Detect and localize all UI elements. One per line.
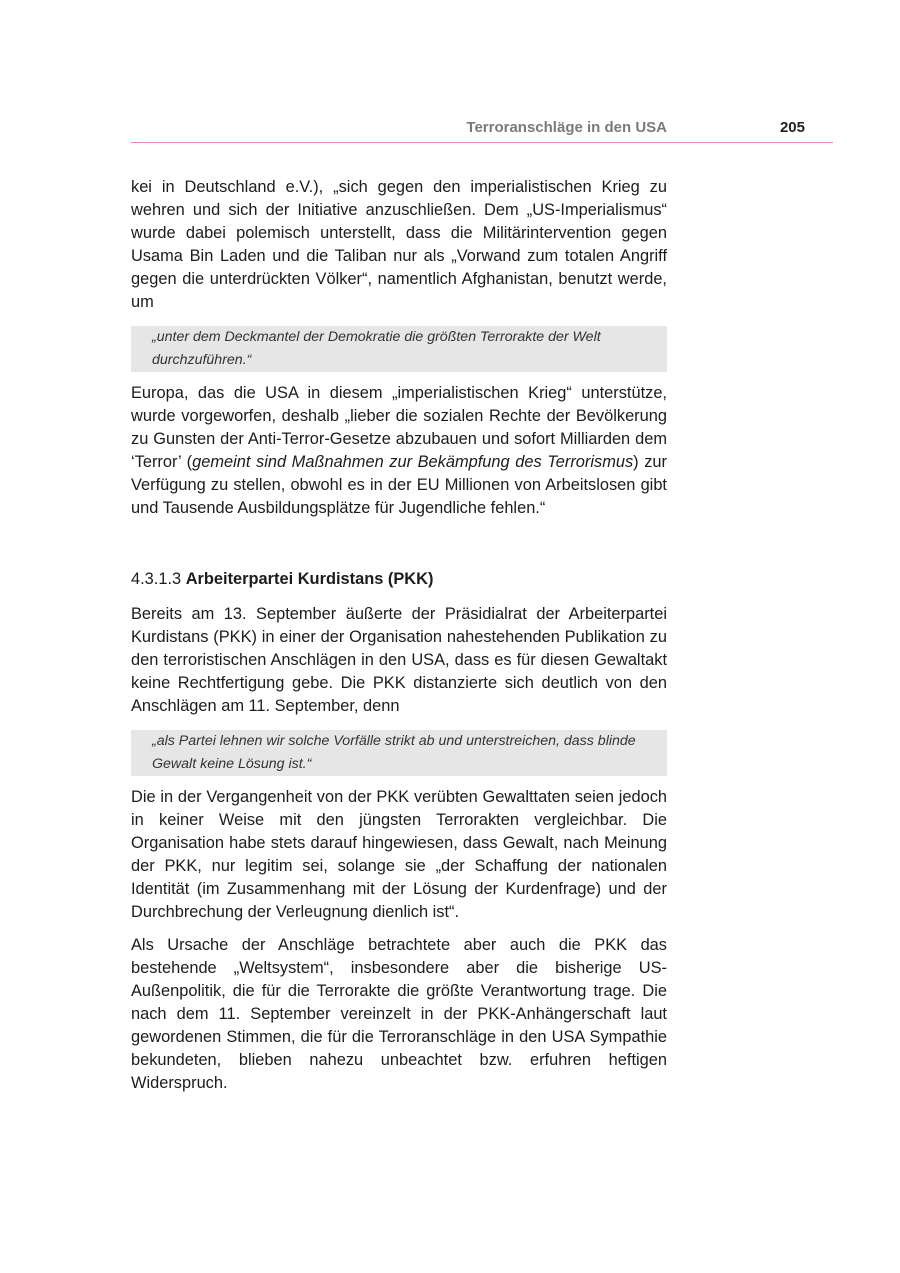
paragraph-3: Bereits am 13. September äußerte der Präsidialrat der Arbeiterpartei Kurdistans (PKK) in einer der Organisation nahestehenden Publikation zu den terroristischen Anschlägen in den USA, dass es für diesen Gewaltakt keine Rechtfertigung gebe. Die PKK distanzierte sich deutlich von den Anschlägen am 11. September, denn <box>131 605 667 715</box>
section-heading <box>131 568 667 591</box>
main-text <box>131 176 667 1095</box>
paragraph-5: Als Ursache der Anschläge betrachtete aber auch die PKK das bestehende „Weltsystem“, insbesondere aber die bisherige US-Außenpolitik, die für die Terrorakte die größte Verantwortung trage. Die nach dem 11. September vereinzelt in der PKK-Anhängerschaft laut gewordenen Stimmen, die für die Terroranschläge in den USA Sympathie bekundeten, blieben nahezu unbeachtet bzw. erfuhren heftigen Widerspruch. <box>131 936 667 1092</box>
block-quote-1: „unter dem Deckmantel der Demokratie die größten Terrorakte der Welt durchzuführen.“ <box>131 326 667 372</box>
paragraph-4: Die in der Vergangenheit von der PKK verübten Gewalttaten seien jedoch in keiner Weise mit den jüngsten Terrorakten vergleichbar. Die Organisation habe stets darauf hingewiesen, dass Gewalt, nach Meinung der PKK, nur legitim sei, solange sie „der Schaffung der nationalen Identität (im Zusammenhang mit der Lösung der Kurdenfrage) und der Durchbrechung der Verleugnung dienlich ist“. <box>131 788 667 921</box>
running-title: Terroranschläge in den USA <box>466 119 667 136</box>
paragraph-2-part-a: Europa, das die USA in diesem „imperialistischen Krieg“ unterstütze, wurde vorgeworfen, deshalb „lieber die sozialen Rechte der Bevölkerung zu Gunsten der Anti-Terror-Gesetze abzubauen und sofort Milliarden dem ‘Terror’ ( <box>131 384 667 471</box>
section-title: Arbeiterpartei Kurdistans (PKK) <box>185 570 434 588</box>
page-header <box>131 116 833 143</box>
paragraph-2 <box>131 382 667 520</box>
block-quote-2: „als Partei lehnen wir solche Vorfälle strikt ab und unterstreichen, dass blinde Gewalt keine Lösung ist.“ <box>131 730 667 776</box>
section-number: 4.3.1.3 <box>131 570 182 588</box>
paragraph-1: kei in Deutschland e.V.), „sich gegen den imperialistischen Krieg zu wehren und sich der Initiative anzuschließen. Dem „US-Imperialismus“ wurde dabei polemisch unterstellt, dass die Militärintervention gegen Usama Bin Laden und die Taliban nur als „Vorwand zum totalen Angriff gegen die unterdrückten Völker“, namentlich Afghanistan, benutzt werde, um <box>131 178 667 311</box>
paragraph-2-italic: gemeint sind Maßnahmen zur Bekämpfung des Terrorismus <box>192 453 634 471</box>
paragraph-2-part-c: ) zur Verfügung zu stellen, obwohl es in der EU Millionen von Arbeitslosen gibt und Tausende Ausbildungsplätze für Jugendliche fehlen.“ <box>131 453 667 517</box>
page-number: 205 <box>779 119 805 136</box>
